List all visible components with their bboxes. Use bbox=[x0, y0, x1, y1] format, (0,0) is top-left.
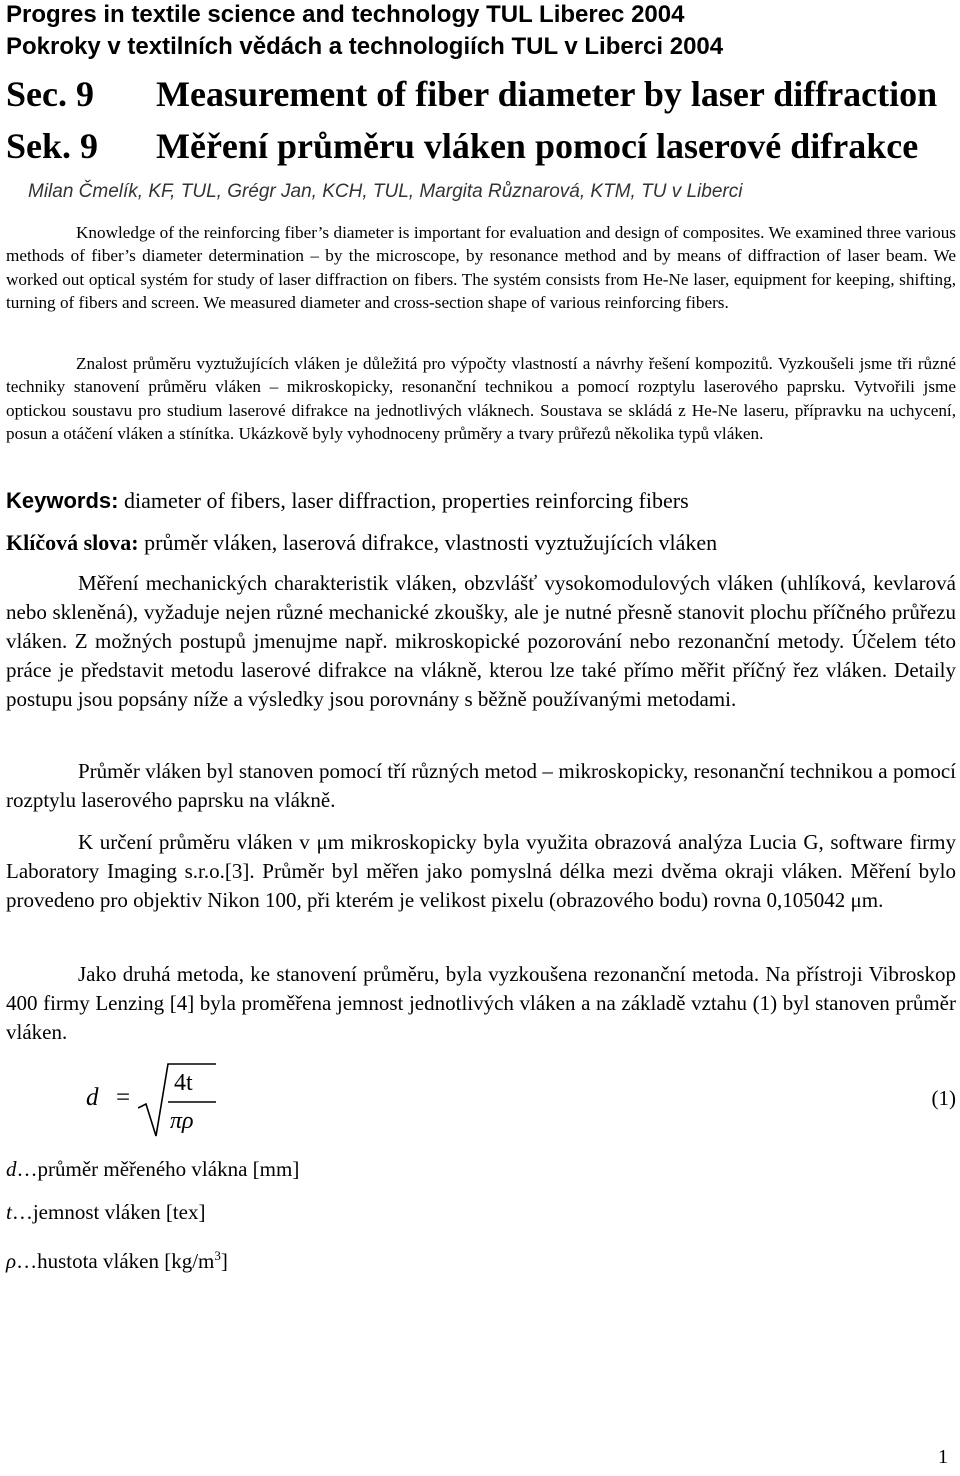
conference-header-en: Progres in textile science and technology TUL Liberec 2004 bbox=[6, 1, 685, 28]
symbol-desc: …hustota vláken [kg/m bbox=[16, 1249, 215, 1273]
section-number-cz: Sek. 9 bbox=[6, 126, 99, 166]
equation-1 bbox=[86, 1060, 956, 1142]
abstract-cz-text: Znalost průměru vyztužujících vláken je důležitá pro výpočty vlastností a návrhy řešení kompozitů. Vyzkoušeli jsme tři různé techniky stanovení průměru vláken – mikroskopicky, resonanční technikou a pomocí rozptylu laserového paprsku. Vytvořili jsme optickou soustavu pro studium laserové difrakce na jednotlivých vláknech. Soustava se skládá z He-Ne laseru, přípravku na uchycení, posun a otáčení vláken a stínítka. Ukázkově byly vyhodnoceny průměry a tvary průřezů několika typů vláken. bbox=[6, 354, 956, 444]
symbol-definition-d bbox=[6, 1155, 299, 1183]
equation-lhs: d bbox=[86, 1084, 99, 1111]
equation-number: (1) bbox=[931, 1086, 956, 1110]
body-paragraph-3-text: K určení průměru vláken v μm mikroskopicky byla využita obrazová analýza Lucia G, software firmy Laboratory Imaging s.r.o.[3]. Průměr byl měřen jako pomyslná délka mezi dvěma okraji vláken. Měření bylo provedeno pro objektiv Nikon 100, při kterém je velikost pixelu (obrazového bodu) rovna 0,105042 μm. bbox=[6, 830, 956, 912]
symbol-desc: …jemnost vláken [tex] bbox=[11, 1200, 206, 1224]
body-paragraph-1 bbox=[6, 569, 956, 714]
equation-equals: = bbox=[116, 1084, 131, 1111]
abstract-cz bbox=[6, 352, 956, 446]
conference-header-cz: Pokroky v textilních vědách a technologiích TUL v Liberci 2004 bbox=[6, 33, 724, 60]
keywords-cz-text: průměr vláken, laserová difrakce, vlastnosti vyztužujících vláken bbox=[138, 530, 718, 555]
equation-numerator: 4t bbox=[174, 1070, 193, 1096]
body-paragraph-1-text: Měření mechanických charakteristik vláken, obzvlášť vysokomodulových vláken (uhlíková, kevlarová nebo skleněná), vyžaduje nejen různé mechanické zkoušky, ale je nutné přesně stanovit plochu příčného průřezu vláken. Z možných postupů jmenujme např. mikroskopické pozorování nebo rezonanční metody. Účelem této práce je představit metodu laserové difrakce na vlákně, kterou lze také přímo měřit příčný řez vláken. Detaily postupu jsou popsány níže a výsledky jsou porovnány s běžně používanými metodami. bbox=[6, 571, 956, 711]
abstract-en-text: Knowledge of the reinforcing fiber’s diameter is important for evaluation and design of composites. We examined three various methods of fiber’s diameter determination – by the microscope, by resonance method and by means of diffraction of laser beam. We worked out optical systém for study of laser diffraction on fibers. The systém consists from He-Ne laser, equipment for keeping, shifting, turning of fibers and screen. We measured diameter and cross-section shape of various reinforcing fibers. bbox=[6, 223, 956, 313]
keywords-cz bbox=[6, 529, 956, 557]
keywords-label: Keywords: bbox=[6, 488, 119, 513]
symbol-var: d bbox=[6, 1157, 17, 1181]
symbol-superscript: 3 bbox=[214, 1248, 221, 1263]
keywords-text: diameter of fibers, laser diffraction, properties reinforcing fibers bbox=[118, 488, 689, 513]
abstract-en bbox=[6, 221, 956, 315]
symbol-desc: …průměr měřeného vlákna [mm] bbox=[16, 1157, 300, 1181]
body-paragraph-4-text: Jako druhá metoda, ke stanovení průměru, byla vyzkoušena rezonanční metoda. Na přístroji Vibroskop 400 firmy Lenzing [4] byla proměřena jemnost jednotlivých vláken a na základě vztahu (1) byl stanoven průměr vláken. bbox=[6, 962, 956, 1044]
body-paragraph-2-text: Průměr vláken byl stanoven pomocí tří různých metod – mikroskopicky, resonanční technikou a pomocí rozptylu laserového paprsku na vlákně. bbox=[6, 759, 956, 812]
keywords-en bbox=[6, 487, 956, 515]
symbol-var: ρ bbox=[6, 1249, 17, 1273]
symbol-definition-rho bbox=[6, 1242, 228, 1275]
body-paragraph-2 bbox=[6, 757, 956, 815]
body-paragraph-3 bbox=[6, 828, 956, 915]
section-title-en: Measurement of fiber diameter by laser diffraction bbox=[156, 74, 938, 114]
section-number-en: Sec. 9 bbox=[6, 74, 94, 114]
equation-denominator: πρ bbox=[170, 1108, 194, 1134]
keywords-cz-label: Klíčová slova: bbox=[6, 530, 139, 555]
symbol-tail: ] bbox=[220, 1249, 228, 1273]
section-title-cz: Měření průměru vláken pomocí laserové difrakce bbox=[156, 126, 919, 166]
symbol-var: t bbox=[6, 1200, 12, 1224]
symbol-definition-t bbox=[6, 1198, 205, 1226]
page-number: 1 bbox=[938, 1446, 948, 1468]
author-list: Milan Čmelík, KF, TUL, Grégr Jan, KCH, TUL, Margita Různarová, KTM, TU v Liberci bbox=[28, 181, 743, 202]
body-paragraph-4 bbox=[6, 960, 956, 1047]
